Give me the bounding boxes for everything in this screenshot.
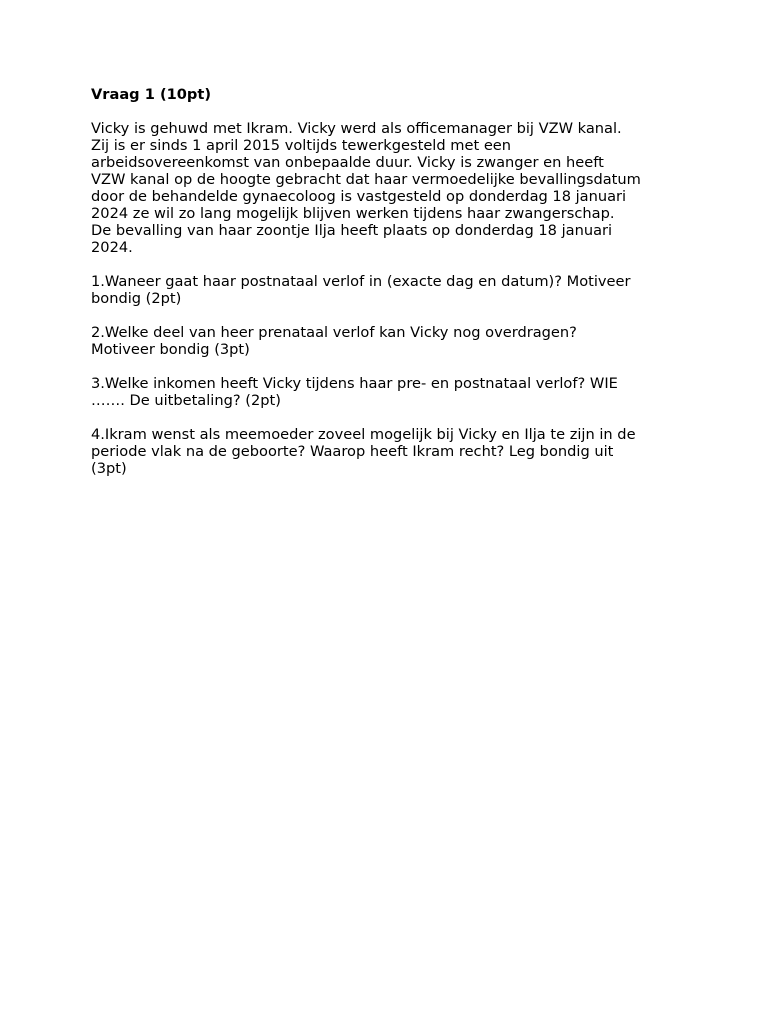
case-line: Zij is er sinds 1 april 2015 voltijds tewerkgesteld met een [91,137,512,154]
case-line: 2024. [91,239,133,256]
question-line: 3.Welke inkomen heeft Vicky tijdens haar pre- en postnataal verlof? WIE [91,375,618,392]
document-page [91,86,691,494]
case-description [91,120,691,256]
case-line: arbeidsovereenkomst van onbepaalde duur. Vicky is zwanger en heeft [91,154,604,171]
question-2 [91,324,691,358]
case-line: door de behandelde gynaecoloog is vastgesteld op donderdag 18 januari [91,188,627,205]
question-1 [91,273,691,307]
case-line: De bevalling van haar zoontje Ilja heeft plaats op donderdag 18 januari [91,222,613,239]
question-line: ……. De uitbetaling? (2pt) [91,392,281,409]
question-line: Motiveer bondig (3pt) [91,341,250,358]
question-line: (3pt) [91,460,127,477]
question-3 [91,375,691,409]
question-4 [91,426,691,477]
case-line: VZW kanal op de hoogte gebracht dat haar vermoedelijke bevallingsdatum [91,171,641,188]
question-line: periode vlak na de geboorte? Waarop heeft Ikram recht? Leg bondig uit [91,443,614,460]
case-line: 2024 ze wil zo lang mogelijk blijven werken tijdens haar zwangerschap. [91,205,615,222]
question-line: 4.Ikram wenst als meemoeder zoveel mogelijk bij Vicky en Ilja te zijn in de [91,426,636,443]
question-title: Vraag 1 (10pt) [91,86,212,103]
question-line: 1.Waneer gaat haar postnataal verlof in (exacte dag en datum)? Motiveer [91,273,631,290]
case-line: Vicky is gehuwd met Ikram. Vicky werd als officemanager bij VZW kanal. [91,120,622,137]
question-line: bondig (2pt) [91,290,182,307]
question-line: 2.Welke deel van heer prenataal verlof kan Vicky nog overdragen? [91,324,577,341]
